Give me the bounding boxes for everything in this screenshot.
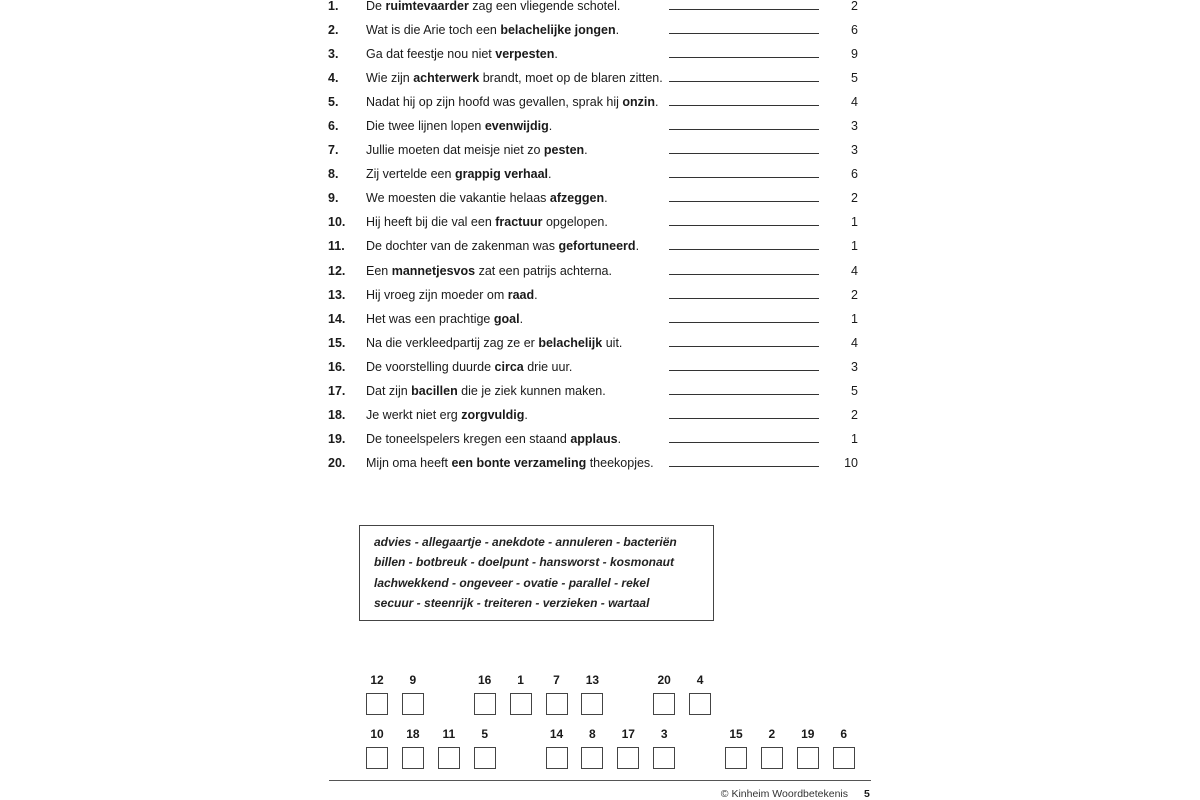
sentence-fragment: die je ziek kunnen maken.: [457, 383, 606, 398]
sentence-row: [328, 0, 868, 18]
sentence-fragment: .: [548, 119, 553, 134]
sentence-row: [328, 186, 868, 210]
sentence-fragment: .: [635, 239, 640, 254]
sentence-number: 3.: [328, 47, 339, 62]
grid-number: 3: [660, 727, 668, 741]
target-word: fractuur: [495, 215, 543, 230]
sentence-text: [366, 355, 572, 379]
sentence-text: [366, 331, 622, 355]
sentence-fragment: Hij vroeg zijn moeder om: [366, 287, 508, 302]
grid-number: 8: [589, 727, 596, 741]
letter-count: 4: [851, 95, 858, 110]
sentence-row: [328, 138, 868, 162]
sentence-row: [328, 331, 868, 355]
sentence-fragment: We moesten die vakantie helaas: [366, 191, 550, 206]
letter-count: 5: [851, 71, 858, 86]
grid-number: 10: [370, 727, 384, 741]
letter-count: 2: [851, 191, 858, 206]
target-word: evenwijdig: [484, 119, 549, 134]
word-box-line: billen - botbreuk - doelpunt - hansworst - kosmonaut: [374, 555, 674, 570]
sentence-text: [366, 90, 659, 114]
sentence-fragment: De voorstelling duurde: [366, 359, 495, 374]
letter-count: 1: [851, 215, 858, 230]
sentence-fragment: De toneelspelers kregen een staand: [366, 431, 571, 446]
answer-box[interactable]: [581, 747, 603, 769]
sentence-fragment: .: [534, 287, 538, 302]
answer-line[interactable]: [669, 418, 819, 419]
sentence-text: [366, 138, 588, 162]
answer-box[interactable]: [617, 747, 639, 769]
sentence-fragment: Het was een prachtige: [366, 311, 494, 326]
target-word: onzin: [622, 95, 656, 110]
sentence-fragment: Na die verkleedpartij zag ze er: [366, 335, 539, 350]
sentence-text: [366, 66, 663, 90]
sentence-number: 8.: [328, 167, 339, 182]
sentence-fragment: drie uur.: [523, 359, 573, 374]
sentence-number: 16.: [328, 359, 346, 374]
sentence-text: [366, 234, 639, 258]
answer-box[interactable]: [366, 747, 388, 769]
sentence-fragment: zag een vliegende schotel.: [468, 0, 621, 13]
grid-number: 11: [442, 727, 456, 741]
sentence-row: [328, 307, 868, 331]
sentence-row: [328, 259, 868, 283]
grid-number: 5: [481, 727, 489, 741]
letter-count: 6: [851, 23, 858, 38]
sentence-number: 11.: [328, 239, 345, 254]
sentence-fragment: Jullie moeten dat meisje niet zo: [366, 143, 544, 158]
letter-count: 3: [851, 359, 858, 374]
answer-box[interactable]: [366, 693, 388, 715]
sentence-number: 17.: [328, 383, 346, 398]
target-word: applaus: [570, 431, 618, 446]
sentence-number: 5.: [328, 95, 339, 110]
grid-number: 19: [801, 727, 815, 741]
sentence-fragment: Hij heeft bij die val een: [366, 215, 496, 230]
answer-box[interactable]: [689, 693, 711, 715]
sentence-fragment: .: [584, 143, 588, 158]
sentence-text: [366, 162, 552, 186]
answer-line[interactable]: [669, 33, 819, 34]
target-word: verpesten: [495, 47, 555, 62]
sentence-number: 6.: [328, 119, 339, 134]
sentence-text: [366, 307, 523, 331]
sentence-number: 9.: [328, 191, 339, 206]
grid-number: 12: [370, 673, 384, 687]
sentence-number: 14.: [328, 311, 346, 326]
target-word: raad: [507, 287, 535, 302]
sentence-list: [328, 0, 868, 475]
sentence-text: [366, 18, 619, 42]
target-word: grappig verhaal: [454, 167, 549, 182]
word-box-line: lachwekkend - ongeveer - ovatie - parallel - rekel: [374, 575, 650, 590]
sentence-row: [328, 283, 868, 307]
answer-box[interactable]: [474, 693, 496, 715]
target-word: mannetjesvos: [391, 263, 476, 278]
answer-line[interactable]: [669, 346, 819, 347]
answer-line[interactable]: [669, 298, 819, 299]
letter-count: 10: [844, 455, 858, 470]
page-number: 5: [864, 788, 870, 800]
target-word: achterwerk: [413, 71, 480, 86]
sentence-number: 15.: [328, 335, 346, 350]
answer-line[interactable]: [669, 129, 819, 130]
letter-count: 3: [851, 119, 858, 134]
sentence-text: [366, 379, 606, 403]
sentence-row: [328, 355, 868, 379]
letter-count: 1: [851, 311, 858, 326]
sentence-fragment: Dat zijn: [366, 383, 412, 398]
sentence-fragment: Wat is die Arie toch een: [366, 23, 501, 38]
sentence-fragment: .: [617, 431, 622, 446]
answer-line[interactable]: [669, 370, 819, 371]
answer-box[interactable]: [653, 747, 675, 769]
sentence-row: [328, 162, 868, 186]
footer-credit: © Kinheim Woordbetekenis: [720, 788, 848, 800]
sentence-fragment: Je werkt niet erg: [366, 407, 462, 422]
sentence-fragment: .: [615, 23, 620, 38]
answer-box[interactable]: [402, 747, 424, 769]
target-word: goal: [493, 311, 520, 326]
answer-line[interactable]: [669, 466, 819, 467]
sentence-row: [328, 403, 868, 427]
sentence-fragment: .: [554, 47, 558, 62]
sentence-fragment: .: [548, 167, 552, 182]
sentence-fragment: Mijn oma heeft: [366, 455, 452, 470]
sentence-row: [328, 451, 868, 475]
target-word: bacillen: [411, 383, 458, 398]
sentence-row: [328, 234, 868, 258]
sentence-number: 18.: [328, 407, 346, 422]
sentence-fragment: .: [524, 407, 528, 422]
sentence-row: [328, 114, 868, 138]
sentence-number: 4.: [328, 71, 339, 86]
target-word: afzeggen: [549, 191, 605, 206]
letter-count: 9: [851, 47, 858, 62]
grid-number: 20: [657, 673, 671, 687]
letter-count: 5: [851, 383, 858, 398]
sentence-number: 7.: [328, 143, 339, 158]
letter-count: 6: [851, 167, 858, 182]
sentence-text: [366, 0, 620, 18]
sentence-fragment: .: [604, 191, 608, 206]
word-box: [359, 525, 714, 621]
letter-count: 4: [851, 335, 858, 350]
sentence-text: [366, 427, 621, 451]
target-word: belachelijke jongen: [500, 23, 616, 38]
answer-line[interactable]: [669, 153, 819, 154]
grid-number: 15: [729, 727, 743, 741]
sentence-text: [366, 186, 608, 210]
sentence-text: [366, 403, 528, 427]
letter-count: 2: [851, 287, 858, 302]
footer-divider: [329, 780, 871, 781]
answer-line[interactable]: [669, 57, 819, 58]
target-word: een bonte verzameling: [451, 455, 587, 470]
word-box-line: advies - allegaartje - anekdote - annuleren - bacteriën: [374, 535, 677, 549]
sentence-row: [328, 379, 868, 403]
answer-line[interactable]: [669, 274, 819, 275]
answer-box[interactable]: [581, 693, 603, 715]
answer-line[interactable]: [669, 442, 819, 443]
sentence-number: 1.: [328, 0, 339, 13]
sentence-fragment: zat een patrijs achterna.: [475, 263, 612, 278]
sentence-row: [328, 90, 868, 114]
sentence-row: [328, 66, 868, 90]
target-word: circa: [494, 359, 524, 374]
target-word: zorgvuldig: [461, 407, 525, 422]
sentence-fragment: uit.: [602, 335, 623, 350]
answer-box[interactable]: [833, 747, 855, 769]
sentence-text: [366, 42, 558, 66]
sentence-row: [328, 42, 868, 66]
answer-box[interactable]: [653, 693, 675, 715]
answer-box[interactable]: [474, 747, 496, 769]
target-word: gefortuneerd: [558, 239, 636, 254]
letter-count: 4: [851, 263, 858, 278]
answer-box[interactable]: [546, 747, 568, 769]
letter-count: 2: [851, 407, 858, 422]
sentence-text: [366, 210, 608, 234]
sentence-text: [366, 283, 538, 307]
letter-count: 2: [851, 0, 858, 13]
letter-count: 1: [851, 239, 858, 254]
word-box-line: secuur - steenrijk - treiteren - verzieken - wartaal: [374, 595, 650, 610]
sentence-fragment: Zij vertelde een: [366, 167, 455, 182]
sentence-row: [328, 427, 868, 451]
target-word: ruimtevaarder: [385, 0, 469, 13]
answer-box[interactable]: [725, 747, 747, 769]
answer-line[interactable]: [669, 249, 819, 250]
sentence-fragment: Een: [366, 263, 392, 278]
sentence-fragment: brandt, moet op de blaren zitten.: [479, 71, 663, 86]
sentence-text: [366, 114, 552, 138]
sentence-fragment: De dochter van de zakenman was: [366, 239, 559, 254]
sentence-number: 2.: [328, 23, 339, 38]
sentence-fragment: De: [366, 0, 386, 13]
grid-number: 16: [478, 673, 492, 687]
sentence-row: [328, 18, 868, 42]
answer-line[interactable]: [669, 105, 819, 106]
letter-count: 1: [851, 431, 858, 446]
grid-number: 9: [409, 673, 417, 687]
sentence-number: 12.: [328, 263, 346, 278]
answer-box[interactable]: [761, 747, 783, 769]
answer-line[interactable]: [669, 394, 819, 395]
answer-line[interactable]: [669, 177, 819, 178]
sentence-number: 10.: [328, 215, 346, 230]
sentence-fragment: Wie zijn: [366, 71, 414, 86]
target-word: belachelijk: [538, 335, 603, 350]
grid-number: 18: [406, 727, 420, 741]
grid-number: 6: [840, 727, 848, 741]
sentence-fragment: Die twee lijnen lopen: [366, 119, 485, 134]
answer-line[interactable]: [669, 81, 819, 82]
grid-number: 7: [553, 673, 560, 687]
sentence-number: 13.: [328, 287, 346, 302]
answer-box[interactable]: [510, 693, 532, 715]
sentence-row: [328, 210, 868, 234]
sentence-text: [366, 259, 612, 283]
grid-number: 13: [585, 673, 600, 687]
sentence-number: 20.: [328, 455, 346, 470]
letter-count: 3: [851, 143, 858, 158]
answer-line[interactable]: [669, 201, 819, 202]
grid-number: 4: [696, 673, 704, 687]
sentence-text: [366, 451, 654, 475]
grid-number: 2: [768, 727, 776, 741]
grid-number: 14: [549, 727, 564, 741]
answer-box[interactable]: [438, 747, 460, 769]
answer-line[interactable]: [669, 225, 819, 226]
sentence-fragment: Nadat hij op zijn hoofd was gevallen, sprak hij: [366, 95, 623, 110]
answer-line[interactable]: [669, 322, 819, 323]
sentence-fragment: .: [655, 95, 659, 110]
sentence-fragment: opgelopen.: [542, 215, 608, 230]
sentence-fragment: Ga dat feestje nou niet: [366, 47, 496, 62]
sentence-number: 19.: [328, 431, 346, 446]
grid-number: 1: [517, 673, 524, 687]
answer-box[interactable]: [402, 693, 424, 715]
sentence-fragment: theekopjes.: [586, 455, 654, 470]
answer-box[interactable]: [546, 693, 568, 715]
answer-box[interactable]: [797, 747, 819, 769]
sentence-fragment: .: [519, 311, 524, 326]
target-word: pesten: [543, 143, 585, 158]
answer-line[interactable]: [669, 9, 819, 10]
grid-number: 17: [621, 727, 635, 741]
